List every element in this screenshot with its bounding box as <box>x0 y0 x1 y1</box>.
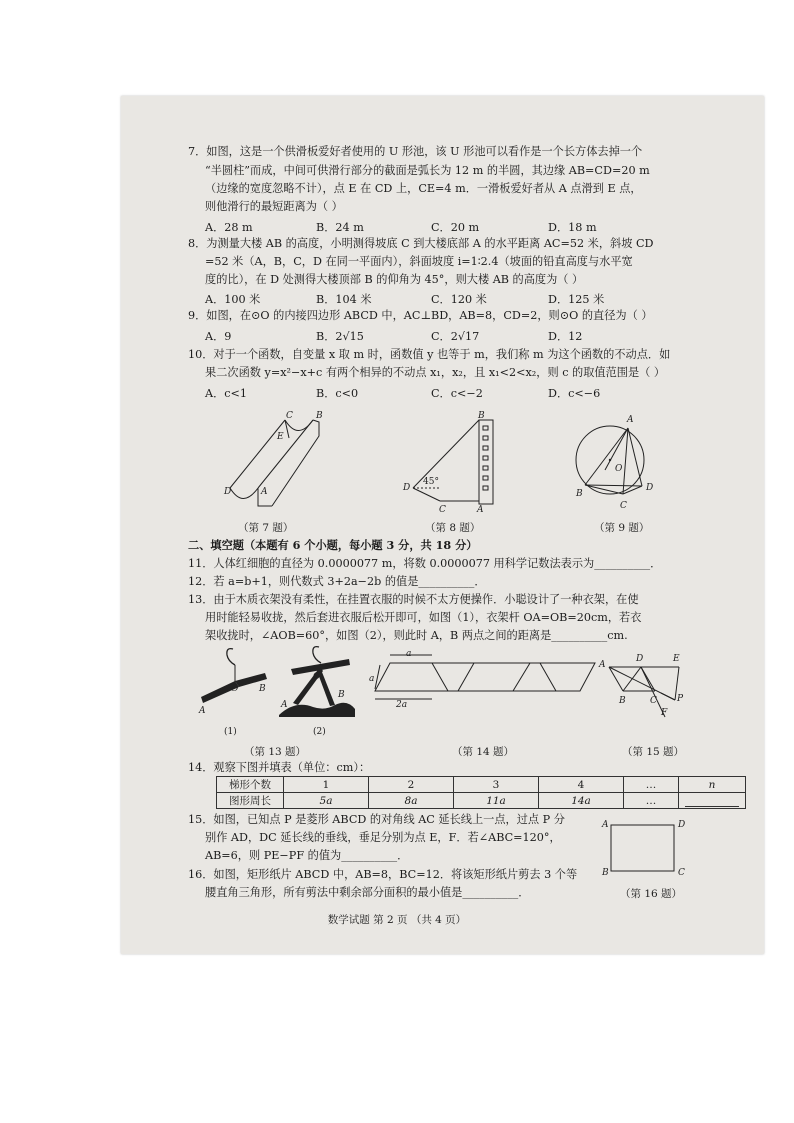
svg-text:O: O <box>313 672 321 682</box>
table-cell: 5a <box>284 793 369 809</box>
svg-text:B: B <box>576 489 583 499</box>
q7-line-1: 7．如图，这是一个供滑板爱好者使用的 U 形池，该 U 形池可以看作是一个长方体去掉一个 <box>188 145 643 158</box>
table-cell: n <box>679 777 746 793</box>
svg-text:A: A <box>477 505 484 515</box>
rectangle-figure <box>598 815 694 881</box>
table-cell: 2 <box>369 777 454 793</box>
q7-line-3: （边缘的宽度忽略不计），点 E 在 CD 上，CE=4 m．一滑板爱好者从 A 点滑到 E 点， <box>205 182 642 195</box>
q8-line-1: 8．为测量大楼 AB 的高度，小明测得坡底 C 到大楼底部 A 的水平距离 AC=52 米，斜坡 CD <box>188 237 654 250</box>
q8-option-b: B．104 米 <box>316 293 372 306</box>
caption-fig16: （第 16 题） <box>620 888 683 900</box>
caption-fig13-2: (2) <box>313 727 326 737</box>
svg-text:A: A <box>281 700 288 710</box>
q7-option-c: C．20 m <box>431 221 480 234</box>
q7-option-d: D．18 m <box>548 221 597 234</box>
q10-line-1: 10．对于一个函数，自变量 x 取 m 时，函数值 y 也等于 m，我们称 m 为这个函数的不动点．如 <box>188 348 671 361</box>
q10-option-a: A．c<1 <box>205 387 248 400</box>
q10-option-d: D．c<−6 <box>548 387 601 400</box>
svg-text:A: A <box>599 660 606 670</box>
caption-fig8: （第 8 题） <box>425 522 481 534</box>
q8-option-d: D．125 米 <box>548 293 605 306</box>
svg-text:B: B <box>619 696 626 706</box>
building-slope-figure <box>413 420 493 504</box>
table-cell: 14a <box>539 793 624 809</box>
svg-text:O: O <box>231 684 239 694</box>
q8-line-2: =52 米（A，B，C，D 在同一平面内），斜面坡度 i=1∶2.4（坡面的铅直高度与水平宽 <box>205 255 633 268</box>
q9-line-1: 9．如图，在⊙O 的内接四边形 ABCD 中，AC⊥BD，AB=8，CD=2，则⊙O 的直径为（ ） <box>188 309 653 322</box>
figures-q7-q8-q9 <box>215 408 695 520</box>
q12-line: 12．若 a=b+1，则代数式 3+2a−2b 的值是__________． <box>188 575 486 588</box>
trapezoid-perimeter-table <box>216 776 746 809</box>
q10-line-2: 果二次函数 y=x²−x+c 有两个相异的不动点 x₁，x₂，且 x₁<2<x₂，则 c 的取值范围是（ ） <box>205 366 666 379</box>
svg-text:45°: 45° <box>423 477 439 487</box>
q11-line: 11．人体红细胞的直径为 0.0000077 m，将数 0.0000077 用科学记数法表示为__________． <box>188 557 662 570</box>
page-footer: 数学试题 第 2 页 （共 4 页） <box>327 914 467 926</box>
q9-option-d: D．12 <box>548 330 583 343</box>
table-cell: … <box>624 777 679 793</box>
svg-text:P: P <box>677 694 684 704</box>
table-row <box>217 777 746 793</box>
caption-fig14: （第 14 题） <box>452 746 515 758</box>
q16-line-1: 16．如图，矩形纸片 ABCD 中，AB=8，BC=12．将该矩形纸片剪去 3 个等 <box>188 868 578 881</box>
svg-text:C: C <box>439 505 446 515</box>
svg-text:D: D <box>646 483 654 493</box>
svg-text:D: D <box>403 483 411 493</box>
table-row-header: 图形周长 <box>217 793 284 809</box>
q7-line-2: “半圆柱”而成，中间可供滑行部分的截面是弧长为 12 m 的半圆，其边缘 AB=CD=20 m <box>205 164 650 177</box>
q9-option-a: A．9 <box>205 330 232 343</box>
svg-text:2a: 2a <box>396 700 408 710</box>
q7-option-a: A．28 m <box>205 221 253 234</box>
caption-fig13-1: (1) <box>224 727 237 737</box>
q13-line-2: 用时能轻易收拢，然后套进衣服后松开即可，如图（1），衣架杆 OA=OB=20cm，若衣 <box>205 611 642 624</box>
q8-option-c: C．120 米 <box>431 293 487 306</box>
section-fill-in-heading: 二、填空题（本题有 6 个小题，每小题 3 分，共 18 分） <box>188 538 478 552</box>
svg-text:C: C <box>286 411 293 421</box>
caption-fig9: （第 9 题） <box>594 522 650 534</box>
caption-fig13: （第 13 题） <box>244 746 307 758</box>
q13-line-3: 架收拢时，∠AOB=60°，如图（2），则此时 A，B 两点之间的距离是__________cm. <box>205 629 628 642</box>
q9-option-b: B．2√15 <box>316 330 364 343</box>
q10-option-c: C．c<−2 <box>431 387 483 400</box>
trapezoid-strip-figure <box>375 655 595 699</box>
q16-line-2: 腰直角三角形，所有剪法中剩余部分面积的最小值是__________． <box>205 886 530 899</box>
svg-text:A: A <box>602 820 609 830</box>
q15-line-2: 别作 AD，DC 延长线的垂线，垂足分别为点 E，F．若∠ABC=120°， <box>205 831 561 844</box>
svg-text:D: D <box>636 654 644 664</box>
svg-text:D: D <box>678 820 686 830</box>
svg-text:O: O <box>615 464 623 474</box>
table-cell: 3 <box>454 777 539 793</box>
table-cell: … <box>624 793 679 809</box>
svg-text:E: E <box>277 432 284 442</box>
svg-text:F: F <box>661 708 668 718</box>
svg-text:a: a <box>369 674 375 684</box>
table-cell: 11a <box>454 793 539 809</box>
svg-text:D: D <box>224 487 232 497</box>
svg-text:B: B <box>338 690 345 700</box>
answer-blank-cell[interactable] <box>679 793 746 809</box>
svg-text:C: C <box>650 696 657 706</box>
q10-option-b: B．c<0 <box>316 387 359 400</box>
q9-option-c: C．2√17 <box>431 330 480 343</box>
table-row <box>217 793 746 809</box>
svg-text:a: a <box>406 649 412 659</box>
svg-text:B: B <box>316 411 323 421</box>
table-cell: 4 <box>539 777 624 793</box>
svg-text:B: B <box>478 411 485 421</box>
q15-line-1: 15．如图，已知点 P 是菱形 ABCD 的对角线 AC 延长线上一点，过点 P 分 <box>188 813 565 826</box>
rhombus-figure <box>609 667 679 717</box>
table-row-header: 梯形个数 <box>217 777 284 793</box>
svg-text:A: A <box>199 706 206 716</box>
q15-line-3: AB=6，则 PE−PF 的值为__________． <box>205 849 409 862</box>
svg-text:C: C <box>620 501 627 511</box>
q7-line-4: 则他滑行的最短距离为（ ） <box>205 200 343 213</box>
q13-line-1: 13．由于木质衣架没有柔性，在挂置衣服的时候不太方便操作．小聪设计了一种衣架，在使 <box>188 593 639 606</box>
table-cell: 8a <box>369 793 454 809</box>
q14-line: 14．观察下图并填表（单位：cm）： <box>188 761 371 774</box>
svg-text:A: A <box>261 487 268 497</box>
caption-fig15: （第 15 题） <box>622 746 685 758</box>
table-cell: 1 <box>284 777 369 793</box>
u-pool-figure <box>230 420 319 506</box>
svg-text:A: A <box>627 415 634 425</box>
figures-q13-q14-q15 <box>195 645 695 740</box>
q8-line-3: 度的比），在 D 处测得大楼顶部 B 的仰角为 45°，则大楼 AB 的高度为（ ） <box>205 273 584 286</box>
svg-text:C: C <box>678 868 685 878</box>
caption-fig7: （第 7 题） <box>238 522 294 534</box>
svg-text:E: E <box>673 654 680 664</box>
q7-option-b: B．24 m <box>316 221 364 234</box>
svg-text:B: B <box>259 684 266 694</box>
svg-text:B: B <box>602 868 609 878</box>
q8-option-a: A．100 米 <box>205 293 261 306</box>
hanger-open-figure <box>201 649 267 703</box>
